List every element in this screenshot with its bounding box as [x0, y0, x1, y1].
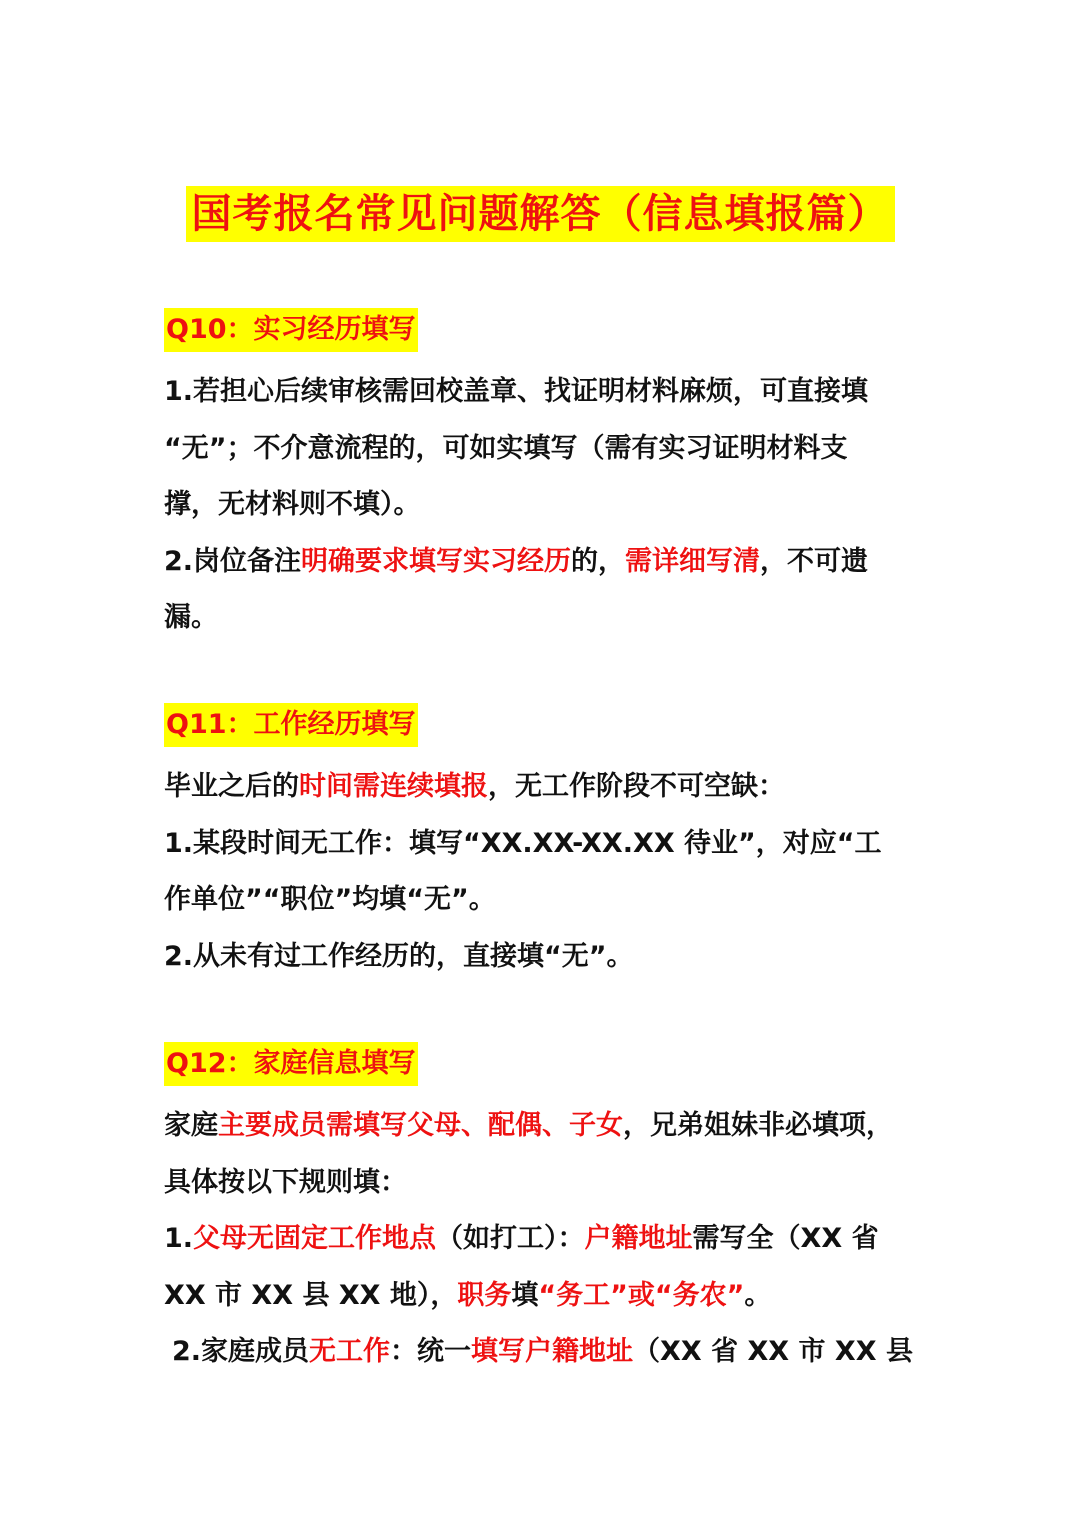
- q12-p1-line2: [164, 1268, 924, 1325]
- q12-p1-seg1: 1.: [164, 1223, 194, 1254]
- q12-intro-line2: 具体按以下规则填：: [164, 1166, 407, 1198]
- q10-heading: Q10：实习经历填写: [164, 308, 418, 352]
- q12-intro-seg2: 主要成员需填写父母、配偶、子女: [218, 1110, 623, 1141]
- q12-p1-l2-seg2: 职务: [457, 1279, 512, 1311]
- q12-p1-seg5: 需写全（XX 省: [692, 1223, 879, 1254]
- page-title: 国考报名常见问题解答（信息填报篇）: [186, 186, 895, 242]
- q11-intro-seg2: 时间需连续填报: [299, 771, 488, 802]
- q12-p2-seg3: ：统一: [390, 1336, 472, 1367]
- q12-intro-seg1: 家庭: [164, 1110, 218, 1141]
- q12-p2-seg4: 填写户籍地址: [471, 1336, 634, 1367]
- q10-p2-line2: 漏。: [164, 602, 218, 633]
- q10-p1-line3: 撑，无材料则不填）。: [164, 489, 421, 520]
- q10-p2-seg1: 2.岗位备注: [164, 545, 302, 577]
- q12-p2-seg5: （XX 省 XX 市 XX 县: [633, 1336, 913, 1367]
- q10-p2-line1: [164, 534, 924, 591]
- q11-intro: [164, 759, 924, 816]
- q12-p2-line1: [164, 1324, 924, 1381]
- q12-p1-seg3: （如打工）：: [436, 1223, 585, 1254]
- q12-p1-l2-seg1: XX 市 XX 县 XX 地），: [164, 1279, 458, 1311]
- q12-p2-seg2: 无工作: [309, 1336, 391, 1367]
- q10-p2-seg2: 明确要求填写实习经历: [301, 545, 572, 577]
- q10-p2-seg3: 的，: [571, 545, 626, 577]
- q12-p1-seg4: 户籍地址: [584, 1223, 693, 1254]
- q12-p1-seg2: 父母无固定工作地点: [193, 1223, 437, 1254]
- q11-p2: 2.从未有过工作经历的，直接填“无”。: [164, 940, 634, 972]
- q12-p1-l2-seg4: “务工”或“务农”: [538, 1279, 745, 1311]
- q12-p1-l2-seg3: 填: [511, 1279, 539, 1311]
- q12-p1-l2-seg5: 。: [744, 1279, 772, 1311]
- q11-intro-seg3: ，无工作阶段不可空缺：: [488, 771, 785, 802]
- page-title-wrap: [0, 186, 1080, 242]
- q10-p1-line1: 1.若担心后续审核需回校盖章、找证明材料麻烦，可直接填: [164, 376, 869, 407]
- q10-p2-seg4: 需详细写清: [625, 545, 761, 577]
- q12-intro-seg3: ，兄弟姐妹非必填项，: [623, 1110, 893, 1141]
- q11-intro-seg1: 毕业之后的: [164, 771, 299, 802]
- section-q10: [164, 308, 924, 647]
- q12-p1-line1: [164, 1211, 924, 1268]
- q11-p1-line1: 1.某段时间无工作：填写“XX.XX-XX.XX 待业”，对应“工: [164, 827, 882, 859]
- q11-p1-line2: 作单位”“职位”均填“无”。: [164, 884, 496, 915]
- section-q12: [164, 1042, 924, 1381]
- q10-p1-line2: “无”；不介意流程的，可如实填写（需有实习证明材料支: [164, 432, 848, 464]
- section-q11: [164, 703, 924, 985]
- q10-p2-seg5: ，不可遗: [760, 545, 869, 577]
- q12-p2-seg1: 2.家庭成员: [172, 1336, 310, 1367]
- q12-intro-line1: [164, 1098, 924, 1155]
- q12-heading: Q12：家庭信息填写: [164, 1042, 418, 1086]
- q11-heading: Q11：工作经历填写: [164, 703, 418, 747]
